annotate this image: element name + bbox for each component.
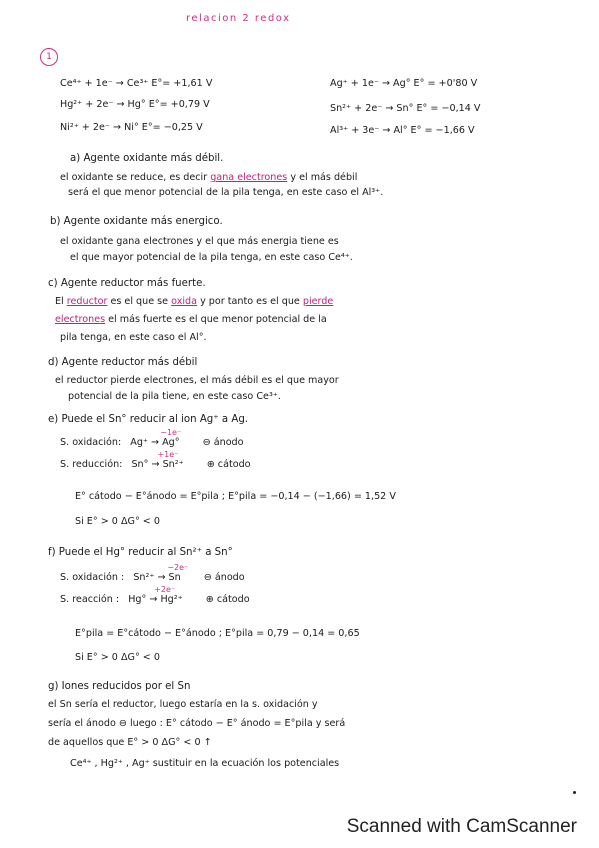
part-c-line3: pila tenga, en este caso el Al°. bbox=[60, 332, 207, 343]
part-d-line1: el reductor pierde electrones, el más débil es el que mayor bbox=[55, 375, 339, 386]
part-g-line3: de aquellos que E° > 0 ΔG° < 0 ↑ bbox=[48, 737, 212, 748]
part-c-line1: El reductor es el que se oxida y por tanto es el que pierde bbox=[55, 296, 334, 307]
potential-al: Al³⁺ + 3e⁻ → Al° E° = −1,66 V bbox=[330, 125, 475, 136]
part-f-heading: f) Puede el Hg° reducir al Sn²⁺ a Sn° bbox=[48, 547, 233, 558]
part-d-heading: d) Agente reductor más débil bbox=[48, 357, 198, 368]
potential-ni: Ni²⁺ + 2e⁻ → Ni° E°= −0,25 V bbox=[60, 122, 203, 133]
part-f-reduction: S. reacción : +2e⁻ Hg° → Hg²⁺ ⊕ cátodo bbox=[60, 585, 250, 605]
part-e-oxidation: S. oxidación: −1e⁻ Ag⁺ → Ag° ⊖ ánodo bbox=[60, 428, 244, 448]
potential-hg: Hg²⁺ + 2e⁻ → Hg° E°= +0,79 V bbox=[60, 99, 210, 110]
scanner-footer bbox=[0, 806, 599, 848]
part-d-line2: potencial de la pila tiene, en este caso Ce³⁺. bbox=[68, 391, 281, 402]
part-b-line2: el que mayor potencial de la pila tenga, en este caso Ce⁴⁺. bbox=[70, 252, 353, 263]
part-a-line1: el oxidante se reduce, es decir gana electrones y el más débil bbox=[60, 172, 358, 183]
ink-dot bbox=[573, 791, 576, 794]
section-number: 1 bbox=[40, 48, 58, 66]
part-g-line1: el Sn sería el reductor, luego estaría en la s. oxidación y bbox=[48, 699, 318, 710]
part-c-line2: electrones el más fuerte es el que menor potencial de la bbox=[55, 314, 327, 325]
part-f-oxidation: S. oxidación : −2e⁻ Sn²⁺ → Sn ⊖ ánodo bbox=[60, 563, 245, 583]
potential-ag: Ag⁺ + 1e⁻ → Ag° E° = +0'80 V bbox=[330, 78, 478, 89]
page-title: relacion 2 redox bbox=[186, 13, 291, 24]
part-e-condition: Si E° > 0 ΔG° < 0 bbox=[75, 516, 160, 527]
part-b-line1: el oxidante gana electrones y el que más energia tiene es bbox=[60, 236, 339, 247]
part-g-heading: g) Iones reducidos por el Sn bbox=[48, 681, 191, 692]
part-b-heading: b) Agente oxidante más energico. bbox=[50, 216, 223, 227]
part-e-reduction: S. reducción: +1e⁻ Sn° → Sn²⁺ ⊕ cátodo bbox=[60, 450, 251, 470]
part-a-heading: a) Agente oxidante más débil. bbox=[70, 153, 224, 164]
potential-ce: Ce⁴⁺ + 1e⁻ → Ce³⁺ E°= +1,61 V bbox=[60, 78, 213, 89]
part-e-calc: E° cátodo − E°ánodo = E°pila ; E°pila = −0,14 − (−1,66) = 1,52 V bbox=[75, 491, 396, 502]
part-g-line4: Ce⁴⁺ , Hg²⁺ , Ag⁺ sustituir en la ecuación los potenciales bbox=[70, 758, 340, 769]
part-e-heading: e) Puede el Sn° reducir al ion Ag⁺ a Ag. bbox=[48, 414, 249, 425]
part-g-line2: sería el ánodo ⊖ luego : E° cátodo − E° ánodo = E°pila y será bbox=[48, 718, 346, 729]
part-c-heading: c) Agente reductor más fuerte. bbox=[48, 278, 206, 289]
part-f-calc: E°pila = E°cátodo − E°ánodo ; E°pila = 0,79 − 0,14 = 0,65 bbox=[75, 628, 360, 639]
part-f-condition: Si E° > 0 ΔG° < 0 bbox=[75, 652, 160, 663]
part-a-line2: será el que menor potencial de la pila tenga, en este caso el Al³⁺. bbox=[68, 187, 384, 198]
potential-sn: Sn²⁺ + 2e⁻ → Sn° E° = −0,14 V bbox=[330, 103, 481, 114]
scanner-watermark: Scanned with CamScanner bbox=[346, 816, 577, 837]
